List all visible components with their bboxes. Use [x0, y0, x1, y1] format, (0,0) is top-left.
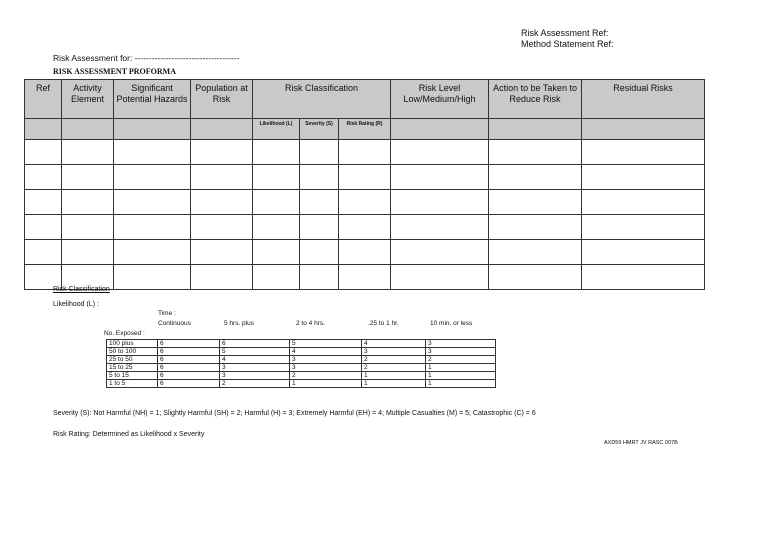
- likelihood-cell: 5: [220, 348, 290, 356]
- table-row: [25, 190, 705, 215]
- likelihood-cell: 4: [290, 348, 362, 356]
- header-activity: Activity Element: [62, 80, 114, 119]
- likelihood-cell: 4: [220, 356, 290, 364]
- likelihood-cell: 1: [426, 372, 496, 380]
- likelihood-cell: 3: [220, 364, 290, 372]
- document-code: AXD59 HMRT JV RASC 007B: [604, 440, 678, 446]
- likelihood-cell: 1: [426, 380, 496, 388]
- likelihood-cell: 3: [426, 340, 496, 348]
- likelihood-cell: 2: [426, 356, 496, 364]
- likelihood-cell: 1: [426, 364, 496, 372]
- exposed-cell: 15 to 25: [107, 364, 158, 372]
- likelihood-cell: 5: [290, 340, 362, 348]
- likelihood-row: [107, 340, 496, 348]
- likelihood-cell: 1: [290, 380, 362, 388]
- risk-assessment-ref: Risk Assessment Ref:: [521, 28, 609, 38]
- header-risk-level: Risk Level Low/Medium/High: [391, 80, 489, 119]
- risk-classification-heading: Risk Classification: [53, 286, 110, 293]
- header-hazards: Significant Potential Hazards: [114, 80, 191, 119]
- table-row: [25, 165, 705, 190]
- likelihood-cell: 3: [426, 348, 496, 356]
- sub-blank: [114, 119, 191, 140]
- likelihood-row: [107, 380, 496, 388]
- header-population: Population at Risk: [191, 80, 253, 119]
- sub-rating: Risk Rating (R): [339, 119, 391, 140]
- likelihood-cell: 1: [362, 372, 426, 380]
- sub-blank: [62, 119, 114, 140]
- sub-blank: [582, 119, 705, 140]
- sub-blank: [191, 119, 253, 140]
- sub-blank: [489, 119, 582, 140]
- time-column: 2 to 4 hrs.: [296, 320, 325, 327]
- exposed-cell: 100 plus: [107, 340, 158, 348]
- risk-rating-text: Risk Rating: Determined as Likelihood x Severity: [53, 431, 205, 438]
- time-column: Continuous: [158, 320, 191, 327]
- sub-severity: Severity (S): [300, 119, 339, 140]
- method-statement-ref: Method Statement Ref:: [521, 39, 614, 49]
- header-residual: Residual Risks: [582, 80, 705, 119]
- likelihood-cell: 6: [158, 348, 220, 356]
- likelihood-label: Likelihood (L) :: [53, 301, 99, 308]
- likelihood-cell: 6: [158, 372, 220, 380]
- likelihood-cell: 3: [220, 372, 290, 380]
- likelihood-cell: 2: [362, 364, 426, 372]
- sub-blank: [25, 119, 62, 140]
- likelihood-cell: 6: [158, 380, 220, 388]
- time-column: 5 hrs. plus: [224, 320, 254, 327]
- table-row: [25, 265, 705, 290]
- time-column: 10 min. or less: [430, 320, 473, 327]
- likelihood-cell: 3: [290, 364, 362, 372]
- exposed-cell: 1 to 5: [107, 380, 158, 388]
- likelihood-row: [107, 356, 496, 364]
- time-column: .25 to 1 hr.: [368, 320, 399, 327]
- exposed-cell: 25 to 50: [107, 356, 158, 364]
- exposed-cell: 50 to 100: [107, 348, 158, 356]
- header-ref: Ref: [25, 80, 62, 119]
- likelihood-table: [106, 339, 496, 388]
- likelihood-cell: 3: [362, 348, 426, 356]
- likelihood-row: [107, 364, 496, 372]
- likelihood-cell: 2: [220, 380, 290, 388]
- likelihood-cell: 6: [158, 364, 220, 372]
- likelihood-cell: 2: [290, 372, 362, 380]
- risk-assessment-for: Risk Assessment for: -------------------------------------: [53, 53, 240, 63]
- table-row: [25, 215, 705, 240]
- likelihood-row: [107, 372, 496, 380]
- header-action: Action to be Taken to Reduce Risk: [489, 80, 582, 119]
- sub-likelihood: Likelihood (L): [253, 119, 300, 140]
- exposed-label: No. Exposed :: [104, 330, 145, 337]
- header-classification: Risk Classification: [253, 80, 391, 119]
- risk-assessment-table: [24, 79, 705, 290]
- likelihood-cell: 6: [158, 340, 220, 348]
- likelihood-cell: 1: [362, 380, 426, 388]
- likelihood-cell: 3: [290, 356, 362, 364]
- likelihood-cell: 6: [158, 356, 220, 364]
- likelihood-cell: 4: [362, 340, 426, 348]
- table-row: [25, 240, 705, 265]
- likelihood-row: [107, 348, 496, 356]
- reference-block: [521, 28, 614, 50]
- severity-text: Severity (S): Not Harmful (NH) = 1; Slightly Harmful (SH) = 2; Harmful (H) = 3; Extremely Harmful (EH) = 4; Multiple Casualties (M) = 5; Catastrophic (C) = 6: [53, 410, 536, 417]
- table-row: [25, 140, 705, 165]
- time-label: Time :: [158, 310, 176, 317]
- likelihood-cell: 6: [220, 340, 290, 348]
- likelihood-cell: 2: [362, 356, 426, 364]
- sub-blank: [391, 119, 489, 140]
- page-title: RISK ASSESSMENT PROFORMA: [53, 67, 176, 76]
- exposed-cell: 5 to 15: [107, 372, 158, 380]
